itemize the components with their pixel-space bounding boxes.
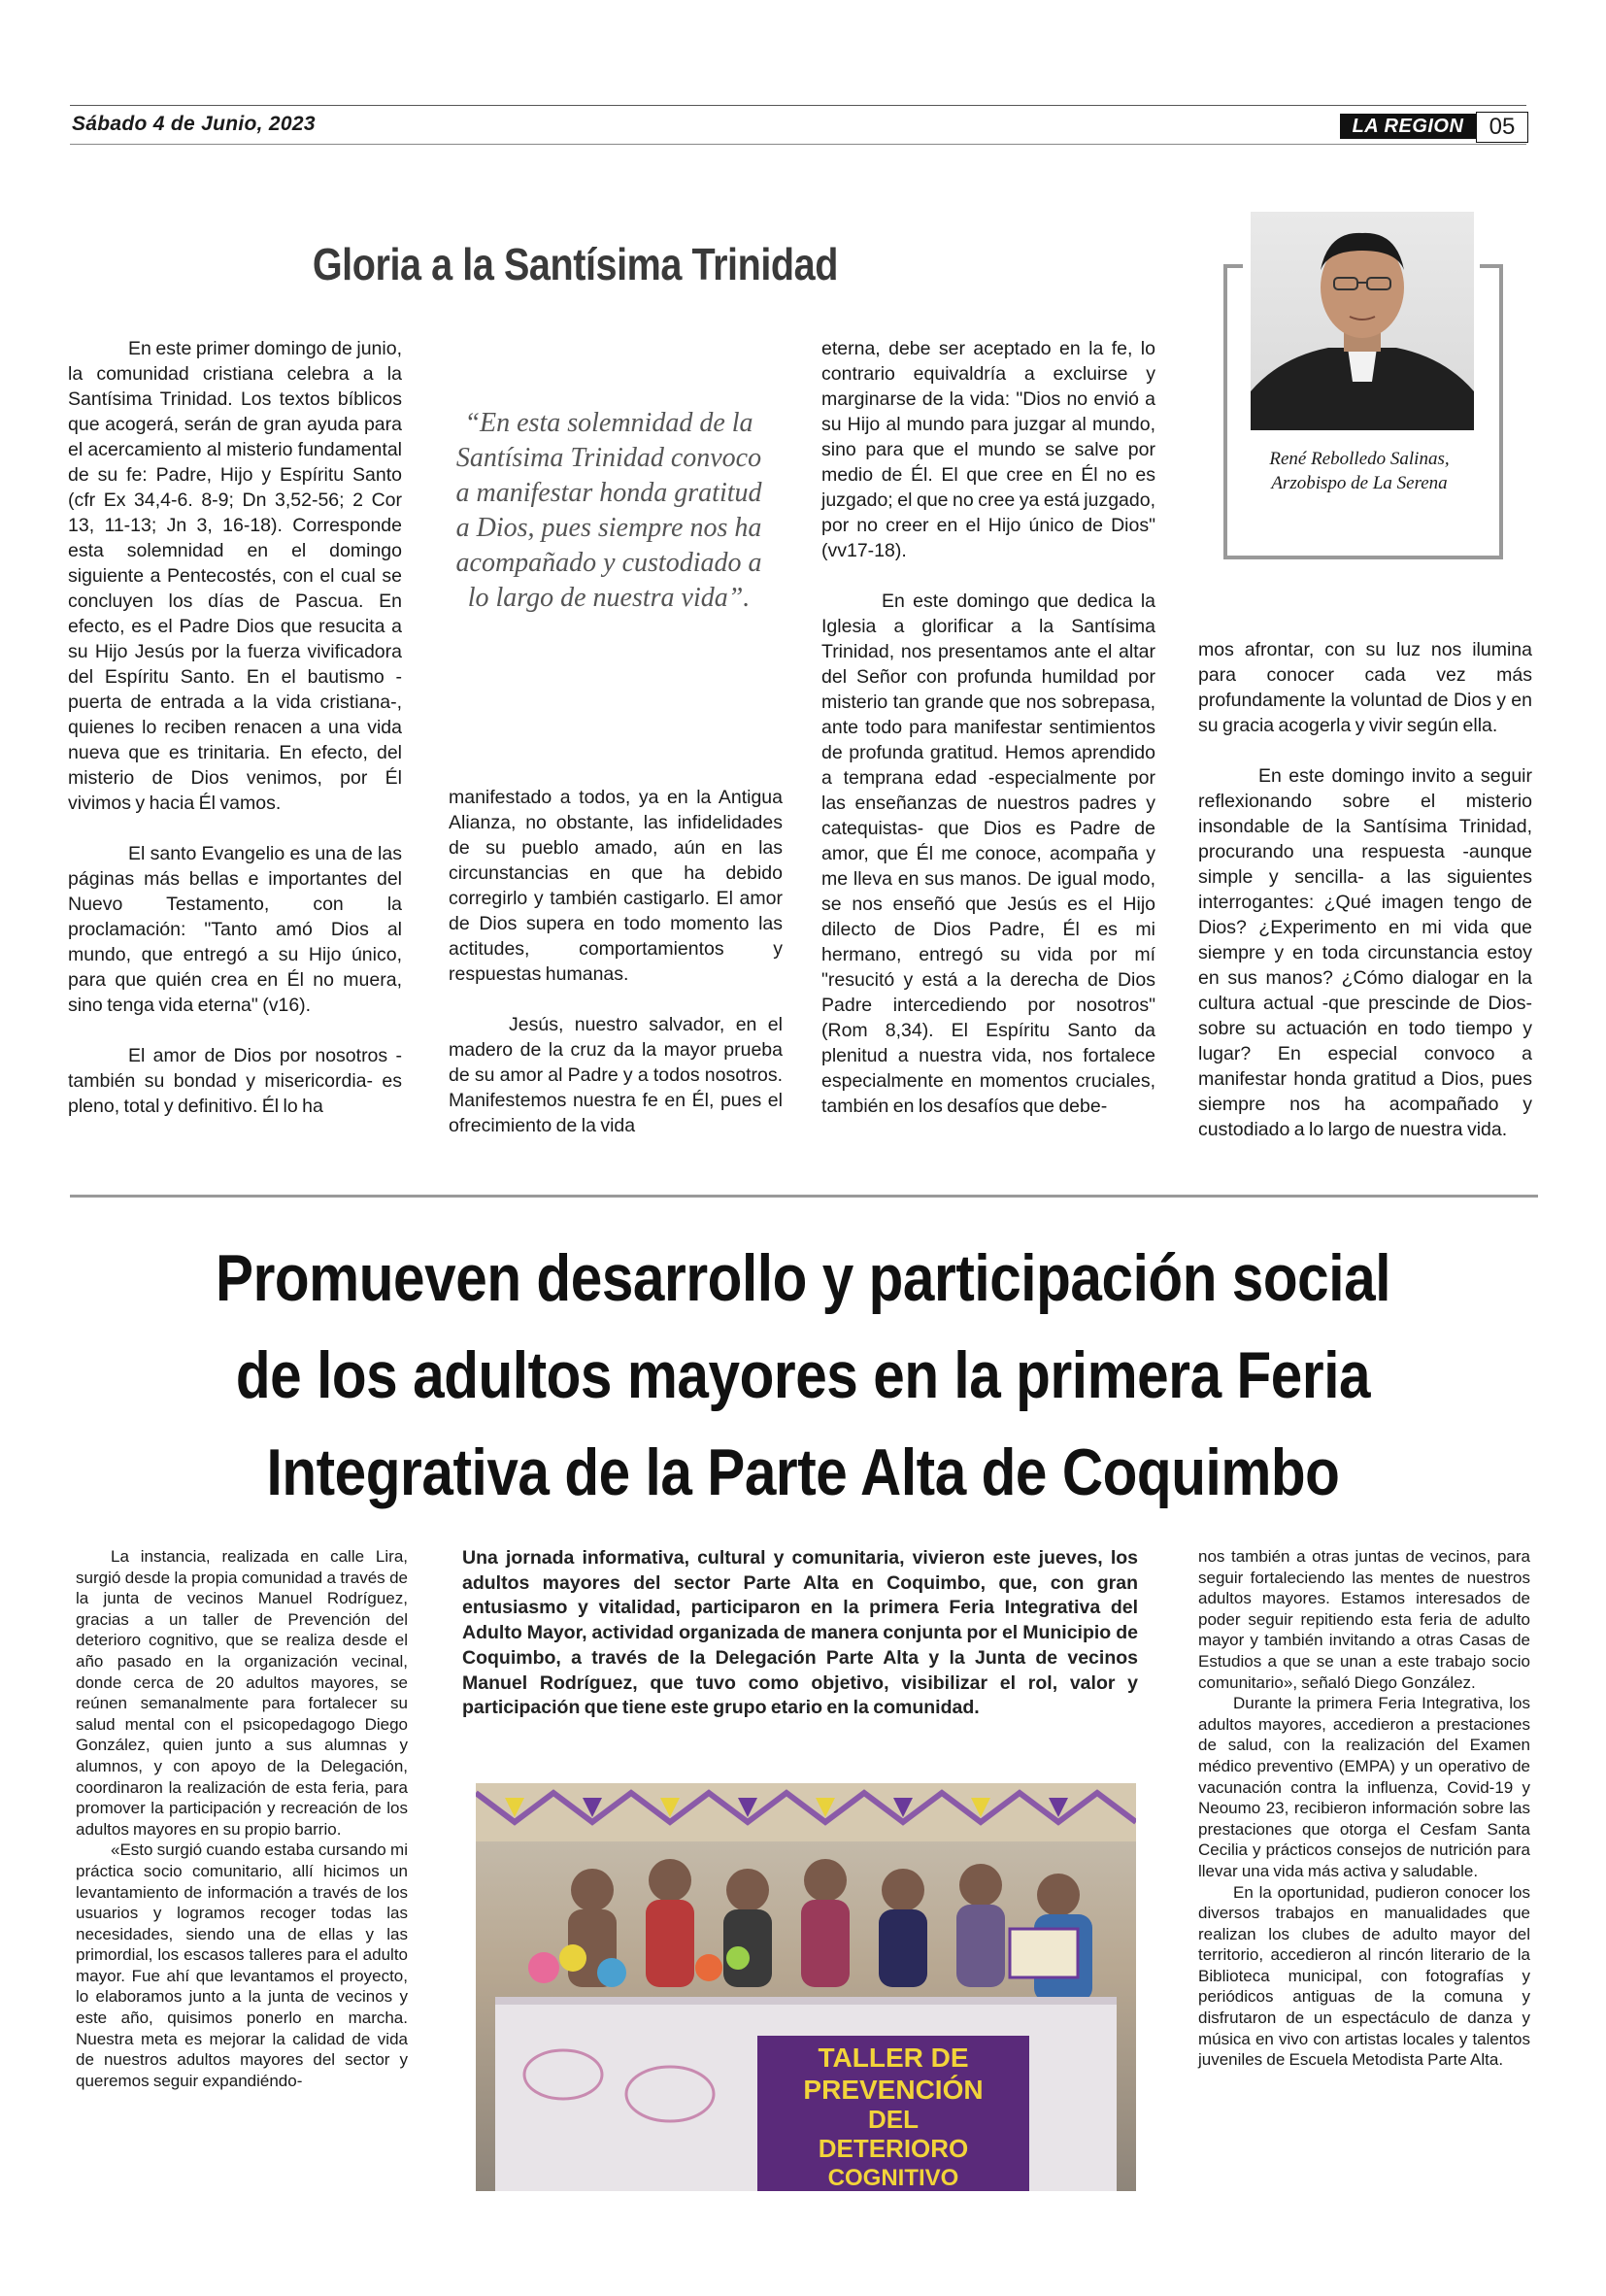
banner-line: TALLER DE — [818, 2043, 969, 2073]
banner-line: DEL — [868, 2105, 919, 2134]
portrait-photo — [1251, 212, 1474, 430]
brand-logo: LA REGION — [1340, 114, 1476, 139]
section-divider — [70, 1195, 1538, 1198]
paragraph: mos afrontar, con su luz nos ilumina para conocer cada vez más profundamente la voluntad de Dios y en su gracia acogerla y vivir según ella. — [1198, 639, 1532, 736]
author-caption: René Rebolledo Salinas, Arzobispo de La Serena — [1269, 449, 1450, 493]
paragraph: En este domingo invito a seguir reflexionando sobre el misterio insondable de la Santísima Trinidad, procurando una respuesta -aunque simple y sencilla- a las siguientes interrogantes: ¿Qué imagen tengo de Dios? ¿Experimento en mi vida que siempre y en toda circunstancia estoy en sus manos? ¿Cómo dialogar en la cultura actual -que prescinde de Dios- sobre su actuación en todo tiempo y lugar? En especial convoco a manifestar honda gratitud a Dios, pues siempre nos ha acompañado y custodiado a lo largo de nuestra vida. — [1198, 765, 1532, 1140]
article1-column-2 — [449, 785, 783, 1138]
title-line: de los adultos mayores en la primera Feria — [235, 1338, 1371, 1412]
paragraph: nos también a otras juntas de vecinos, para seguir fortaleciendo las mentes de nuestros adultos mayores. Estamos interesados de poder seguir repitiendo esta feria de adulto mayor y también invitando a otras Casas de Estudios a que se unan a este trabajo socio comunitario», señaló Diego González. — [1198, 1547, 1530, 1692]
paragraph: El amor de Dios por nosotros -también su bondad y misericordia- es pleno, total y definitivo. Él lo ha — [68, 1045, 402, 1117]
banner-line: PREVENCIÓN — [803, 2075, 984, 2105]
paragraph: «Esto surgió cuando estaba cursando mi práctica socio comunitario, allí hicimos un levantamiento de información a través de los usuarios y logramos recoger todas las necesidades, siendo una de ellas y las primordial, los escasos talleres para el adulto mayor. Fue ahí que levantamos el proyecto, lo elaboramos junto a la junta de vecinos y este año, quisimos ponerlo en marcha. Nuestra meta es mejorar la calidad de vida de nuestros adultos mayores del sector y queremos seguir expandiéndo- — [76, 1840, 408, 2090]
paragraph: En este domingo que dedica la Iglesia a glorificar a la Santísima Trinidad, nos presentamos ante el altar del Señor con profunda humildad por misterio tan grande que nos sobrepasa, ante todo para manifestar sentimientos de profunda gratitud. Hemos aprendido a temprana edad -especialmente por las enseñanzas de nuestros padres y catequistas- que Dios es Padre de amor, que Él me conoce, acompaña y me lleva en sus manos. De igual modo, se nos enseñó que Jesús es el Hijo dilecto de Dios Padre, Él es mi hermano, entregó su vida por mí "resucitó y está a la derecha de Dios Padre intercediendo por nosotros" (Rom 8,34). El Espíritu Santo da plenitud a nuestra vida, nos fortalece especialmente en momentos cruciales, también en los desafíos que debe- — [821, 591, 1155, 1117]
title-line: Integrativa de la Parte Alta de Coquimbo — [266, 1435, 1340, 1509]
page-number: 05 — [1476, 112, 1528, 143]
article1-column-4 — [1198, 637, 1532, 1142]
title-line: Promueven desarrollo y participación social — [215, 1241, 1391, 1315]
article1-title: Gloria a la Santísima Trinidad — [312, 239, 838, 289]
article2-column-3 — [1198, 1546, 1530, 2071]
paragraph: En este primer domingo de junio, la comunidad cristiana celebra a la Santísima Trinidad. Los textos bíblicos que acogerá, serán de gran ayuda para el acercamiento al misterio fundamental de su fe: Padre, Hijo y Espíritu Santo (cfr Ex 34,4-6. 8-9; Dn 3,52-56; 2 Cor 13, 11-13; Jn 3, 16-18). Corresponde esta solemnidad en el domingo siguiente a Pentecostés, con el cual se concluyen los días de Pascua. En efecto, es el Padre Dios que resucita a su Hijo Jesús por la fuerza vivificadora del Espíritu Santo. En el bautismo -puerta de entrada a la vida cristiana-, quienes lo reciben renacen a una vida nueva que es trinitaria. En efecto, del misterio de Dios venimos, por Él vivimos y hacia Él vamos. — [68, 338, 402, 814]
header-date: Sábado 4 de Junio, 2023 — [72, 113, 316, 135]
author-box-top-right — [1480, 264, 1499, 268]
paragraph: El santo Evangelio es una de las páginas más bellas e importantes del Nuevo Testamento, con la proclamación: "Tanto amó Dios al mundo, que entregó a su Hijo único, para que quién crea en Él no muera, sino tenga vida eterna" (v16). — [68, 843, 402, 1016]
article2-column-1 — [76, 1546, 408, 2091]
paragraph: En la oportunidad, pudieron conocer los diversos trabajos en manualidades que realizan los clubes de adulto mayor del territorio, accedieron al rincón literario de la Biblioteca municipal, con fotografías y periódicos antiguas de la comuna y disfrutaron de un espectáculo de danza y música en vivo con artistas locales y talentos juveniles de Escuela Metodista Parte Alta. — [1198, 1882, 1530, 2070]
article1-column-3 — [821, 336, 1155, 1119]
pullquote: “En esta solemnidad de la Santísima Trinidad convoco a manifestar honda gratitud a Dios, pues siempre nos ha acompañado y custodiado a lo largo de nuestra vida”. — [455, 408, 762, 613]
paragraph: manifestado a todos, ya en la Antigua Alianza, no obstante, las infidelidades de su pueblo amado, aún en las circunstancias en que ha debido corregirlo y también castigarlo. El amor de Dios supera en todo momento las actitudes, comportamientos y respuestas humanas. — [449, 787, 783, 985]
header-top-rule — [70, 105, 1526, 106]
paragraph: La instancia, realizada en calle Lira, surgió desde la propia comunidad a través de la junta de vecinos Manuel Rodríguez, gracias a un taller de Prevención del deterioro cognitivo, que se realiza desde el año pasado en la organización vecinal, donde cerca de 20 adultos mayores, se reúnen semanalmente para fortalecer su salud mental con el psicopedagogo Diego González, quien junto a sus alumnas y alumnos, y con apoyo de la Delegación, coordinaron la realización de esta feria, para promover la participación y recreación de los adultos mayores en su propio barrio. — [76, 1547, 408, 1839]
event-photo — [476, 1783, 1136, 2191]
article2-title — [80, 1230, 1526, 1521]
banner-line: DETERIORO — [818, 2134, 969, 2163]
article2-lead: Una jornada informativa, cultural y comunitaria, vivieron este jueves, los adultos mayores del sector Parte Alta en Coquimbo, que, con gran entusiasmo y vitalidad, participaron en la primera Feria Integrativa del Adulto Mayor, actividad organizada de manera conjunta por el Municipio de Coquimbo, a través de la Delegación Parte Alta y la Junta de vecinos Manuel Rodríguez, que tuvo como objetivo, visibilizar el rol, valor y participación que tiene este grupo etario en la comunidad. — [462, 1547, 1138, 1719]
header-bottom-rule — [70, 144, 1526, 145]
paragraph: Durante la primera Feria Integrativa, los adultos mayores, accedieron a prestaciones de salud, con la realización del Examen médico preventivo (EMPA) y un operativo de vacunación contra la influenza, Covid-19 y Neoumo 23, recibieron información sobre las prestaciones que otorga el Cesfam Santa Cecilia y prácticos consejos de nutrición para llevar una vida más activa y saludable. — [1198, 1694, 1530, 1880]
paragraph: Jesús, nuestro salvador, en el madero de la cruz da la mayor prueba de su amor al Padre y a todos nosotros. Manifestemos nuestra fe en Él, pues el ofrecimiento de la vida — [449, 1014, 783, 1136]
banner-line: COGNITIVO — [827, 2165, 959, 2191]
paragraph: eterna, debe ser aceptado en la fe, lo contrario equivaldría a excluirse y marginarse de la vida: "Dios no envió a su Hijo al mundo para juzgar al mundo, sino para que el mundo se salve por medio de Él. El que cree en Él no es juzgado; el que no cree ya está juzgado, por no creer en el Hijo único de Dios" (vv17-18). — [821, 338, 1155, 561]
author-box-top-left — [1223, 264, 1243, 268]
article1-column-1 — [68, 336, 402, 1119]
